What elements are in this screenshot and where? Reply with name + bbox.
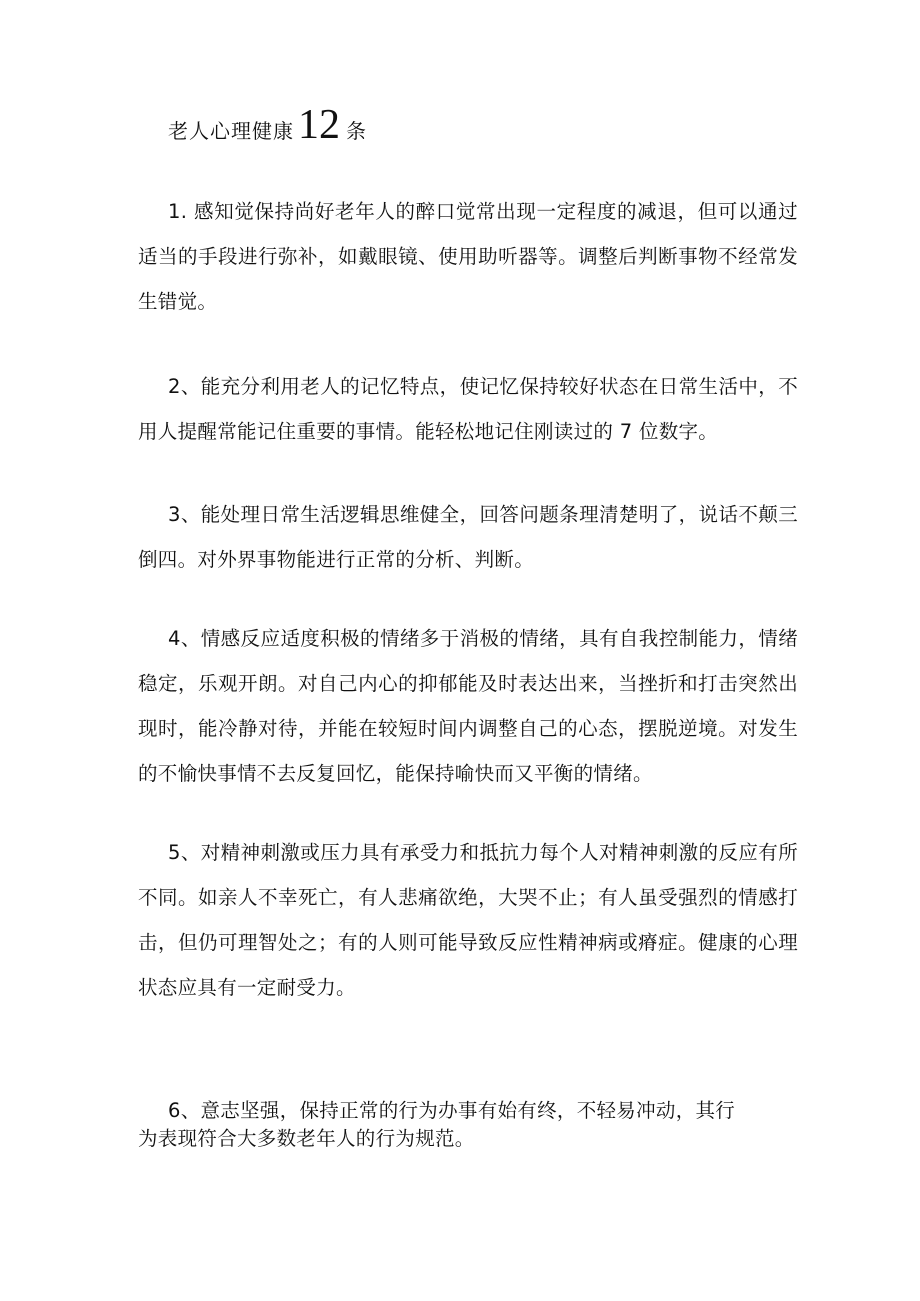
paragraph-5: 5、对精神刺激或压力具有承受力和抵抗力每个人对精神刺激的反应有所不同。如亲人不幸死亡，有人悲痛欲绝，大哭不止；有人虽受强烈的情感打击，但仍可理智处之；有的人则可能导致反应性精神病或瘠症。健康的心理状态应具有一定耐受力。	[138, 841, 798, 999]
title-number: 12	[298, 102, 340, 148]
paragraph-3: 3、能处理日常生活逻辑思维健全，回答问题条理清楚明了，说话不颠三倒四。对外界事物能进行正常的分析、判断。	[138, 503, 798, 571]
document-title	[168, 104, 366, 154]
paragraph-6-line-2: 为表现符合大多数老年人的行为规范。	[138, 1127, 475, 1150]
title-text: 老人心理健康	[168, 119, 294, 143]
paragraph-1: 1. 感知觉保持尚好老年人的醉口觉常出现一定程度的减退，但可以通过适当的手段进行弥补，如戴眼镜、使用助听器等。调整后判断事物不经常发生错觉。	[138, 200, 798, 313]
paragraph-4: 4、情感反应适度积极的情绪多于消极的情绪，具有自我控制能力，情绪稳定，乐观开朗。对自己内心的抑郁能及时表达出来，当挫折和打击突然出现时，能冷静对待，并能在较短时间内调整自己的心态，摆脱逆境。对发生的不愉快事情不去反复回忆，能保持喻快而又平衡的情绪。	[138, 627, 798, 785]
paragraph-2: 2、能充分利用老人的记忆特点，使记忆保持较好状态在日常生活中，不用人提醒常能记住重要的事情。能轻松地记住刚读过的 7 位数字。	[138, 375, 798, 443]
title-suffix: 条	[346, 119, 366, 143]
paragraph-6-line-1: 6、意志坚强，保持正常的行为办事有始有终，不轻易冲动，其行	[168, 1099, 736, 1122]
